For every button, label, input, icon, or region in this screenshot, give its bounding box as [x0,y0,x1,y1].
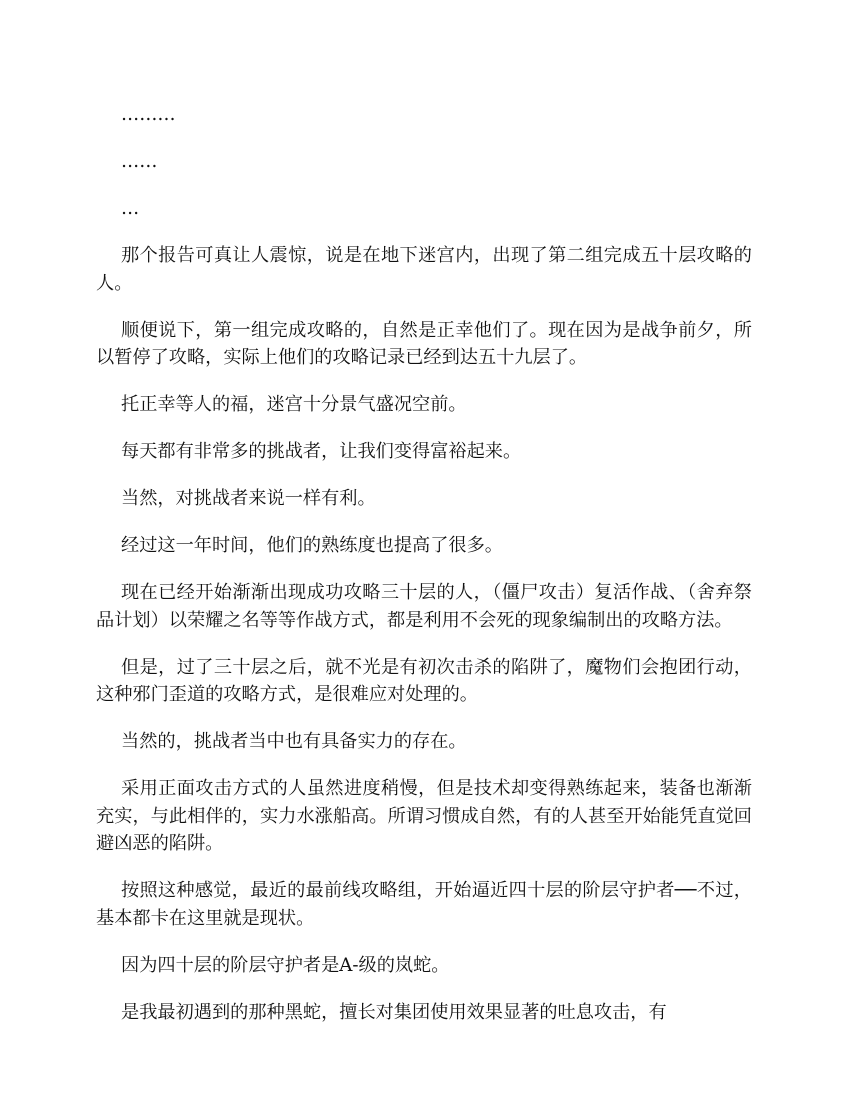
paragraph: 经过这一年时间，他们的熟练度也提高了很多。 [121,535,503,556]
paragraph: 托正幸等人的福，迷宫十分景气盛况空前。 [121,394,467,415]
paragraph: 按照这种感觉，最近的最前线攻略组，开始逼近四十层的阶层守护者──不过，基本都卡在这里就是现状。 [96,880,752,929]
paragraph-ellipsis-medium: …… [121,151,158,172]
paragraph: 那个报告可真让人震惊，说是在地下迷宫内，出现了第二组完成五十层攻略的人。 [96,245,752,294]
paragraph-ellipsis-short: … [121,198,140,219]
paragraph: 但是，过了三十层之后，就不光是有初次击杀的陷阱了，魔物们会抱团行动，这种邪门歪道的攻略方式，是很难应对处理的。 [96,656,752,705]
paragraph: 是我最初遇到的那种黑蛇，擅长对集团使用效果显著的吐息攻击，有 [121,1001,667,1023]
paragraph: 现在已经开始渐渐出现成功攻略三十层的人，（僵尸攻击）复活作战、（舍弃祭品计划）以荣耀之名等等作战方式，都是利用不会死的现象编制出的攻略方法。 [96,582,752,631]
paragraph: 当然，对挑战者来说一样有利。 [121,488,376,509]
paragraph-ellipsis-long: ……… [121,104,176,125]
paragraph: 每天都有非常多的挑战者，让我们变得富裕起来。 [121,441,522,462]
paragraph: 当然的，挑战者当中也有具备实力的存在。 [121,731,467,752]
paragraph: 顺便说下，第一组完成攻略的，自然是正幸他们了。现在因为是战争前夕，所以暂停了攻略，实际上他们的攻略记录已经到达五十九层了。 [96,319,752,368]
paragraph: 采用正面攻击方式的人虽然进度稍慢，但是技术却变得熟练起来，装备也渐渐充实，与此相伴的，实力水涨船高。所谓习惯成自然，有的人甚至开始能凭直觉回避凶恶的陷阱。 [96,778,752,854]
paragraph: 因为四十层的阶层守护者是A-级的岚蛇。 [121,954,450,976]
body-text [96,101,752,1046]
